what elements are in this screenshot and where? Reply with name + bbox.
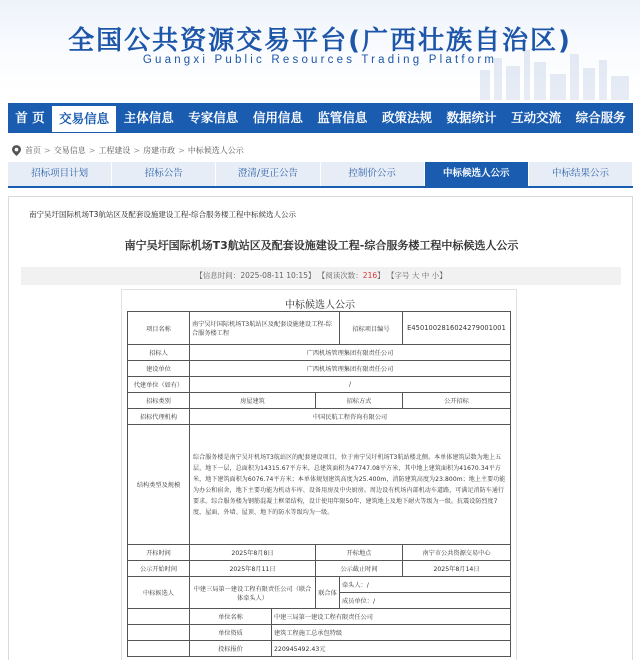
tenderer-label: 招标人 xyxy=(128,345,190,361)
breadcrumb-current: 中标候选人公示 xyxy=(187,145,244,155)
project-name: 南宁吴圩国际机场T3航站区及配套设施建设工程-综合服务楼工程 xyxy=(190,312,340,345)
project-code-label: 招标项目编号 xyxy=(340,312,403,345)
font-size-switch[interactable]: 大 中 小 xyxy=(411,271,440,280)
builder: 广西机场管理集团有限责任公司 xyxy=(190,361,511,377)
builder-label: 建设单位 xyxy=(128,361,190,377)
category-tabs xyxy=(8,162,633,188)
agent-unit-label: 代建单位（如有） xyxy=(128,377,190,393)
tab-control-price[interactable]: 控制价公示 xyxy=(321,162,425,186)
document-title: 中标候选人公示 xyxy=(285,300,355,311)
tab-candidates[interactable]: 中标候选人公示 xyxy=(425,162,529,186)
pub-start: 2025年8月11日 xyxy=(190,561,316,577)
notice-small-title: 南宁吴圩国际机场T3航站区及配套设施建设工程-综合服务楼工程中标候选人公示 xyxy=(29,210,297,219)
open-place: 南宁市公共资源交易中心 xyxy=(403,545,511,561)
breadcrumb-separator: > xyxy=(133,145,141,155)
tenderer: 广西机场管理集团有限责任公司 xyxy=(190,345,511,361)
meta-views: 216 xyxy=(362,271,378,280)
open-place-label: 开标地点 xyxy=(316,545,403,561)
bid-price: 220945492.43元 xyxy=(272,641,511,657)
breadcrumb-separator: > xyxy=(178,145,185,155)
qualification: 建筑工程施工总承包特级 xyxy=(272,625,511,641)
qualification-label: 单位资质 xyxy=(190,625,272,641)
tab-plan[interactable]: 招标项目计划 xyxy=(8,162,112,186)
notice-title: 南宁吴圩国际机场T3航站区及配套设施建设工程-综合服务楼工程中标候选人公示 xyxy=(124,239,519,252)
bid-price-label: 投标报价 xyxy=(190,641,272,657)
blank-cell xyxy=(128,641,190,657)
agency-label: 招标代理机构 xyxy=(128,409,190,425)
nav-item-services[interactable]: 综合服务 xyxy=(575,110,626,125)
pub-start-label: 公示开始时间 xyxy=(128,561,190,577)
nav-item-home[interactable]: 首 页 xyxy=(15,110,45,125)
joint-lead xyxy=(340,577,511,593)
nav-item-credit[interactable]: 信用信息 xyxy=(252,110,303,125)
nav-item-interaction[interactable]: 互动交流 xyxy=(511,110,562,125)
open-time-label: 开标时间 xyxy=(128,545,190,561)
tab-results[interactable]: 中标结果公示 xyxy=(529,162,633,186)
blank-cell xyxy=(128,609,190,625)
nav-item-policy[interactable]: 政策法规 xyxy=(381,110,432,125)
nav-item-trading[interactable]: 交易信息 xyxy=(52,104,117,132)
nav-item-statistics[interactable]: 数据统计 xyxy=(446,110,497,125)
blank-cell xyxy=(128,625,190,641)
category-label: 招标类别 xyxy=(128,393,190,409)
notice-content xyxy=(8,196,633,660)
location-pin-icon xyxy=(12,145,21,156)
meta-font-label: 】 【字号 xyxy=(377,271,410,280)
breadcrumb-engineering[interactable]: 工程建设 xyxy=(98,145,131,155)
meta-close: 】 xyxy=(439,271,447,280)
agency: 中国民航工程咨询有限公司 xyxy=(190,409,511,425)
notice-document xyxy=(121,289,517,660)
main-nav xyxy=(8,103,633,133)
lead-value: / xyxy=(366,582,369,589)
method-label: 招标方式 xyxy=(316,393,403,409)
breadcrumb-home[interactable]: 首页 xyxy=(25,145,41,155)
site-header xyxy=(0,0,640,92)
agent-unit: / xyxy=(190,377,511,393)
joint-member xyxy=(340,593,511,609)
meta-time-label: 【信息时间： xyxy=(195,271,241,280)
breadcrumb-municipal[interactable]: 房建市政 xyxy=(143,145,176,155)
member-value: / xyxy=(372,598,376,605)
meta-time: 2025-08-11 10:15 xyxy=(240,271,308,280)
nav-item-entities[interactable]: 主体信息 xyxy=(123,110,174,125)
lead-label: 牵头人： xyxy=(342,582,367,589)
member-label: 成员单位： xyxy=(342,598,373,605)
nav-item-supervision[interactable]: 监管信息 xyxy=(317,110,368,125)
category: 房屋建筑 xyxy=(190,393,316,409)
pub-end-label: 公示截止时间 xyxy=(316,561,403,577)
nav-item-experts[interactable]: 专家信息 xyxy=(188,110,239,125)
open-time: 2025年8月8日 xyxy=(190,545,316,561)
breadcrumb xyxy=(12,143,244,157)
method: 公开招标 xyxy=(403,393,511,409)
project-scope: 综合服务楼是南宁吴圩机场T3航站区的配套建设项目，位于南宁吴圩机场T3航站楼北侧。本单体建筑层数为地上五层，地下一层，总面积为14315.67平方米，总建筑面积为47747.08平方米，其中地上建筑面积为41670.34平方米，地下建筑面积为6076.74平方米；本单体规划建筑高度为25.400m，消防建筑高度为23.800m；地上主要功能为办公和宿舍，地下主要功能为机动车库、设备用房及中央厨房。周边设有机场内部机动车道路，可满足消防车通行要求。综合服务楼为钢筋混凝土框架结构，设计使用年限50年，建筑地上及地下耐火等级为一级。抗震设防烈度7度，屋面、外墙、屋顶、地下的防水等级均为一级。 xyxy=(190,425,511,545)
meta-views-label: 】 【阅读次数： xyxy=(307,271,363,280)
site-subtitle: Guangxi Public Resources Trading Platform xyxy=(142,54,498,66)
breadcrumb-separator: > xyxy=(88,145,96,155)
scope-label: 结构类型及规模 xyxy=(128,425,190,545)
unit-name-label: 单位名称 xyxy=(190,609,272,625)
breadcrumb-separator: > xyxy=(44,145,51,155)
tab-clarification[interactable]: 澄清/更正公告 xyxy=(216,162,320,186)
project-name-label: 项目名称 xyxy=(128,312,190,345)
breadcrumb-trading[interactable]: 交易信息 xyxy=(53,145,86,155)
pub-end: 2025年8月14日 xyxy=(403,561,511,577)
bidder-label: 中标候选人 xyxy=(128,577,190,609)
notice-meta xyxy=(21,267,621,285)
project-code: E4501002816024279001001 xyxy=(403,312,511,345)
unit-name: 中建三局第一建设工程有限责任公司 xyxy=(272,609,511,625)
bidder-name: 中建三局第一建设工程有限责任公司（联合体牵头人） xyxy=(190,577,316,609)
site-title: 全国公共资源交易平台(广西壮族自治区) xyxy=(68,26,572,56)
joint-label: 联合体 xyxy=(316,577,340,609)
tab-announcement[interactable]: 招标公告 xyxy=(112,162,216,186)
candidate-table xyxy=(127,311,511,657)
